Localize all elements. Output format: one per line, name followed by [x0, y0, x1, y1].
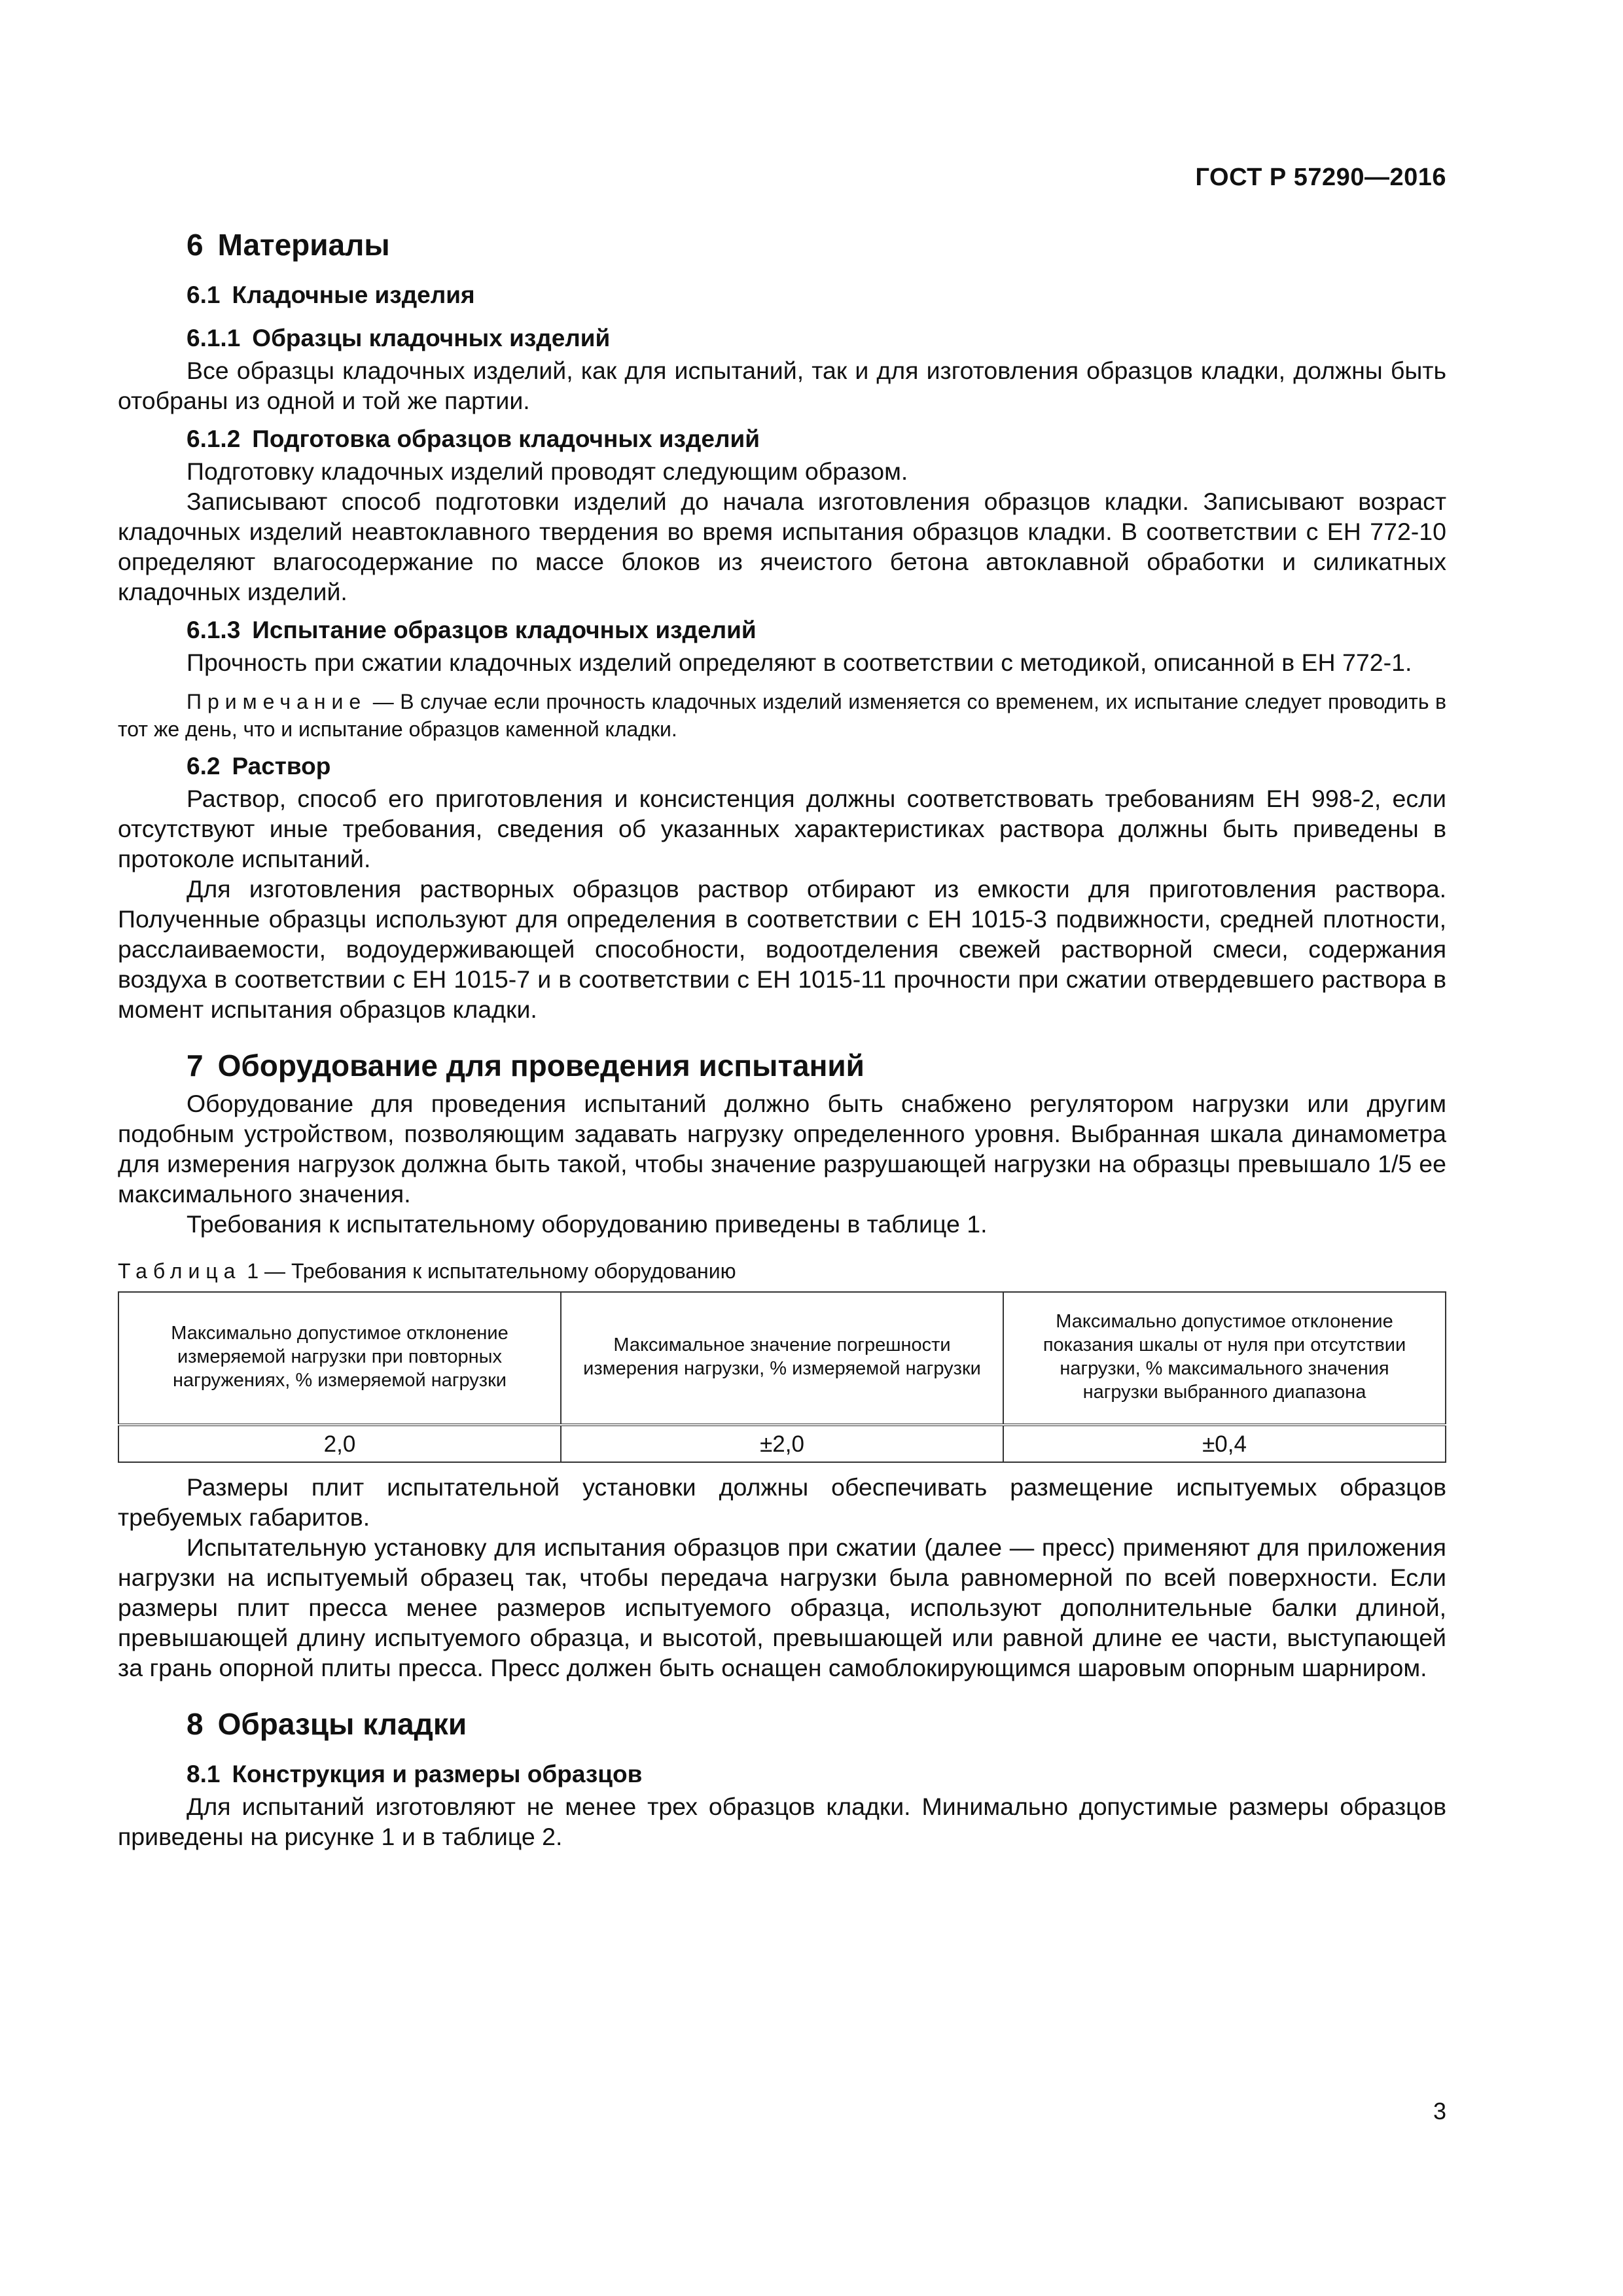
- subsection-6-1-2-heading: [187, 422, 1446, 456]
- page-number: 3: [1433, 2098, 1446, 2125]
- subsection-6-1-2-number: 6.1.2: [187, 425, 241, 452]
- note: [118, 688, 1446, 743]
- subsection-6-1-3-heading: [187, 613, 1446, 647]
- paragraph: Все образцы кладочных изделий, как для испытаний, так и для изготовления образцов кладки, должны быть отобраны из одной и той же партии.: [118, 357, 1446, 414]
- section-7-number: 7: [187, 1049, 204, 1083]
- subsection-6-1-1-heading: [187, 321, 1446, 355]
- document-page: [118, 0, 1446, 2296]
- subsection-6-1-3-number: 6.1.3: [187, 617, 241, 643]
- subsection-6-1-1-title: Образцы кладочных изделий: [252, 325, 611, 351]
- subsection-6-1-2-title: Подготовка образцов кладочных изделий: [252, 425, 760, 452]
- document-body: [118, 226, 1446, 1852]
- equipment-requirements-table: [118, 1291, 1446, 1463]
- subsection-6-1-title: Кладочные изделия: [232, 281, 475, 308]
- subsection-6-2-heading: [187, 749, 1446, 783]
- note-label: Примечание: [187, 690, 367, 713]
- table-cell: ±2,0: [561, 1425, 1003, 1462]
- paragraph: Испытательную установку для испытания образцов при сжатии (далее — пресс) применяют для приложения нагрузки на испытуемый образец так, чтобы передача нагрузки была равномерной по всей поверхности. Если размеры плит пресса менее размеров испытуемого образца, используют дополнительные балки длиной, превышающей длину испытуемого образца, и высотой, превышающей или равной длине ее части, выступающей за грань опорной плиты пресса. Пресс должен быть оснащен самоблокирующимся шаровым опорным шарниром.: [118, 1534, 1446, 1681]
- table-caption-text: 1 — Требования к испытательному оборудованию: [247, 1259, 736, 1283]
- subsection-8-1-title: Конструкция и размеры образцов: [232, 1761, 643, 1787]
- table-1-caption: [118, 1257, 1446, 1285]
- paragraph: Размеры плит испытательной установки должны обеспечивать размещение испытуемых образцов требуемых габаритов.: [118, 1473, 1446, 1531]
- table-header-row: [118, 1292, 1446, 1425]
- paragraph: Оборудование для проведения испытаний должно быть снабжено регулятором нагрузки или другим подобным устройством, позволяющим задавать нагрузку определенного уровня. Выбранная шкала динамометра для измерения нагрузок должна быть такой, чтобы значение разрушающей нагрузки на образцы превышало 1/5 ее максимального значения.: [118, 1090, 1446, 1208]
- section-8-title: Образцы кладки: [217, 1707, 467, 1741]
- table-cell: 2,0: [118, 1425, 561, 1462]
- paragraph: Прочность при сжатии кладочных изделий определяют в соответствии с методикой, описанной в ЕН 772-1.: [187, 649, 1412, 676]
- table-header-cell: Максимально допустимое отклонение измеряемой нагрузки при повторных нагружениях, % измеряемой нагрузки: [118, 1292, 561, 1425]
- subsection-6-1-heading: [187, 278, 1446, 312]
- table-header-cell: Максимально допустимое отклонение показания шкалы от нуля при отсутствии нагрузки, % максимального значения нагрузки выбранного диапазона: [1003, 1292, 1446, 1425]
- section-8-number: 8: [187, 1707, 204, 1741]
- section-8-heading: [187, 1705, 1446, 1743]
- paragraph: Требования к испытательному оборудованию приведены в таблице 1.: [187, 1210, 988, 1238]
- table-row: [118, 1425, 1446, 1462]
- subsection-8-1-heading: [187, 1757, 1446, 1791]
- section-7-heading: [187, 1047, 1446, 1085]
- section-6-number: 6: [187, 228, 204, 262]
- subsection-8-1-number: 8.1: [187, 1761, 221, 1787]
- subsection-6-1-3-title: Испытание образцов кладочных изделий: [252, 617, 757, 643]
- subsection-6-1-1-number: 6.1.1: [187, 325, 241, 351]
- subsection-6-1-number: 6.1: [187, 281, 221, 308]
- paragraph: Записывают способ подготовки изделий до начала изготовления образцов кладки. Записывают возраст кладочных изделий неавтоклавного твердения во время испытания образцов кладки. В соответствии с ЕН 772-10 определяют влагосодержание по массе блоков из ячеистого бетона автоклавной обработки и силикатных кладочных изделий.: [118, 488, 1446, 605]
- subsection-6-2-number: 6.2: [187, 753, 221, 780]
- table-cell: ±0,4: [1003, 1425, 1446, 1462]
- paragraph: Раствор, способ его приготовления и консистенция должны соответствовать требованиям ЕН 998-2, если отсутствуют иные требования, сведения об указанных характеристиках раствора должны быть приведены в протоколе испытаний.: [118, 785, 1446, 872]
- table-label: Таблица: [118, 1259, 241, 1283]
- standard-id-header: ГОСТ Р 57290—2016: [1195, 164, 1446, 191]
- paragraph: Для испытаний изготовляют не менее трех образцов кладки. Минимально допустимые размеры образцов приведены на рисунке 1 и в таблице 2.: [118, 1793, 1446, 1850]
- section-7-title: Оборудование для проведения испытаний: [217, 1049, 865, 1083]
- subsection-6-2-title: Раствор: [232, 753, 331, 780]
- note-text: — В случае если прочность кладочных изделий изменяется со временем, их испытание следует проводить в тот же день, что и испытание образцов каменной кладки.: [118, 690, 1446, 741]
- paragraph: Подготовку кладочных изделий проводят следующим образом.: [187, 457, 908, 485]
- paragraph: Для изготовления растворных образцов раствор отбирают из емкости для приготовления раствора. Полученные образцы используют для определения в соответствии с ЕН 1015-3 подвижности, средней плотности, расслаиваемости, водоудерживающей способности, водоотделения свежей растворной смеси, содержания воздуха в соответствии с ЕН 1015-7 и в соответствии с ЕН 1015-11 прочности при сжатии отвердевшего раствора в момент испытания образцов кладки.: [118, 875, 1446, 1023]
- table-header-cell: Максимальное значение погрешности измерения нагрузки, % измеряемой нагрузки: [561, 1292, 1003, 1425]
- section-6-heading: [187, 226, 1446, 264]
- section-6-title: Материалы: [217, 228, 390, 262]
